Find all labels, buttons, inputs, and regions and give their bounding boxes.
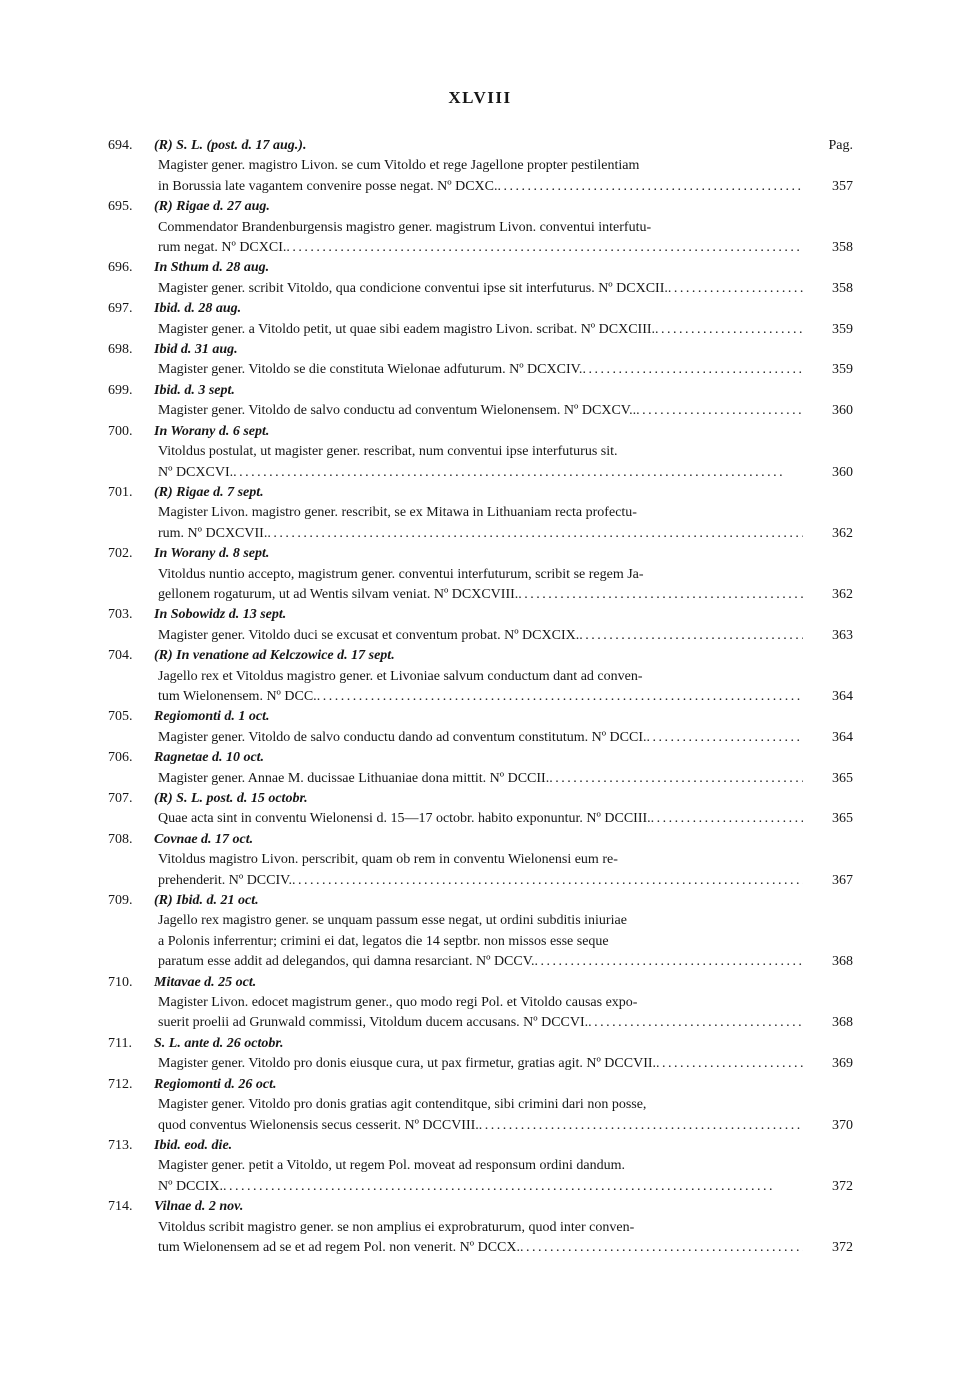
entry-description-line: Magister gener. Vitoldo pro donis eiusque cura, ut pax firmetur, gratias agit. Nº DCCVII. . . . — [158, 1054, 803, 1074]
entry-description-line: Quae acta sint in conventu Wielonensi d. 15—17 octobr. habito exponuntur. Nº DCCIII. . . . — [158, 809, 803, 829]
entry-description-line: Magister gener. Vitoldo de salvo conductu ad conventum Wielonensem. Nº DCXCV.. . . . — [158, 401, 803, 421]
entry-page-number: 363 — [832, 627, 853, 643]
entry-header — [108, 1136, 853, 1156]
entry-page-number: 368 — [832, 954, 853, 970]
entry-number: 697. — [108, 301, 133, 317]
page-column-label: Pag. — [828, 138, 853, 153]
entry-header — [108, 258, 853, 278]
entry-description-line: Magister Livon. edocet magistrum gener., quo modo regi Pol. et Vitoldo causas expo- — [158, 995, 638, 1011]
entry-number: 695. — [108, 199, 133, 215]
entry-description — [108, 809, 853, 829]
entry-item — [108, 646, 853, 707]
entry-page-number: 362 — [832, 525, 853, 541]
entry-header — [108, 1197, 853, 1217]
entry-description-line: Vitoldus postulat, ut magister gener. rescribat, num conventui ipse interfuturus sit. — [158, 444, 618, 460]
entry-description — [108, 320, 853, 340]
entry-header — [108, 340, 853, 360]
entry-description-line: Jagello rex et Vitoldus magistro gener. et Livoniae salvum conductum dant ad conven- — [158, 668, 643, 684]
entry-page-number: 369 — [832, 1056, 853, 1072]
entry-place-date: In Worany d. 8 sept. — [154, 546, 270, 562]
entry-description-line: gellonem rogaturum, ut ad Wentis silvam veniat. Nº DCXCVIII. . . . — [158, 585, 803, 605]
entry-item — [108, 422, 853, 483]
entry-description — [108, 850, 853, 891]
entry-place-date: In Worany d. 6 sept. — [154, 423, 270, 439]
entry-header — [108, 891, 853, 911]
entry-place-date: (R) Rigae d. 7 sept. — [154, 484, 264, 500]
entry-description-line: Commendator Brandenburgensis magistro gener. magistrum Livon. conventui interfutu- — [158, 219, 652, 235]
entry-header — [108, 789, 853, 809]
entry-header — [108, 197, 853, 217]
entry-description-line: quod conventus Wielonensis secus cesserit. Nº DCCVIII. . . . — [158, 1116, 803, 1136]
entry-description — [108, 360, 853, 380]
entry-place-date: (R) S. L. (post. d. 17 aug.). — [154, 138, 307, 153]
entry-description-line: Magister gener. magistro Livon. se cum Vitoldo et rege Jagellone propter pestilentiam — [158, 158, 640, 174]
entry-description-line: in Borussia late vagantem convenire posse negat. Nº DCXC. . . . — [158, 177, 803, 197]
entry-description-line: Nº DCCIX. . . . — [158, 1177, 803, 1197]
entry-place-date: Covnae d. 17 oct. — [154, 831, 254, 847]
entry-description — [108, 1218, 853, 1259]
entry-place-date: Ibid. eod. die. — [154, 1137, 233, 1153]
entry-description-line: paratum esse addit ad delegandos, qui damna resarciant. Nº DCCV. . . . — [158, 952, 803, 972]
entry-place-date: S. L. ante d. 26 octobr. — [154, 1035, 284, 1051]
entry-description-line: tum Wielonensem. Nº DCC. . . . — [158, 687, 803, 707]
entry-header — [108, 422, 853, 442]
entry-description — [108, 401, 853, 421]
entry-place-date: Ibid. d. 28 aug. — [154, 301, 242, 317]
entry-page-number: 368 — [832, 1015, 853, 1031]
entry-number: 698. — [108, 342, 133, 358]
entry-item — [108, 1197, 853, 1258]
entry-item — [108, 830, 853, 891]
entry-description — [108, 442, 853, 483]
entry-description-line: a Polonis inferrentur; crimini ei dat, legatos die 14 septbr. non missos esse seque — [158, 933, 609, 949]
entry-header — [108, 973, 853, 993]
entry-description-line: Magister gener. Vitoldo pro donis gratias agit contenditque, sibi crimini dari non posse, — [158, 1097, 647, 1113]
entry-description-line: Jagello rex magistro gener. se unquam passum esse negat, ut ordini subditis iniuriae — [158, 913, 627, 929]
entry-description — [108, 1054, 853, 1074]
entry-page-number: 359 — [832, 321, 853, 337]
entry-number: 714. — [108, 1199, 133, 1215]
entry-description-line: Magister gener. Vitoldo se die constituta Wielonae adfuturum. Nº DCXCIV. . . . — [158, 360, 803, 380]
entry-place-date: Ibid d. 31 aug. — [154, 342, 238, 358]
entry-number: 707. — [108, 791, 133, 806]
entry-description — [108, 911, 853, 972]
entry-header — [108, 381, 853, 401]
entry-item — [108, 1136, 853, 1197]
entry-place-date: Mitavae d. 25 oct. — [154, 974, 257, 990]
entry-header — [108, 830, 853, 850]
entry-description-line: Magister Livon. magistro gener. rescribit, se ex Mitawa in Lithuaniam recta profectu- — [158, 505, 637, 521]
entry-number: 704. — [108, 648, 133, 664]
entry-number: 703. — [108, 607, 133, 623]
entry-page-number: 362 — [832, 586, 853, 602]
entry-page-number: 372 — [832, 1178, 853, 1194]
entry-header — [108, 646, 853, 666]
entry-description-line: Vitoldus scribit magistro gener. se non amplius ei exprobraturum, quod inter conven- — [158, 1219, 635, 1235]
entry-place-date: (R) S. L. post. d. 15 octobr. — [154, 791, 308, 806]
entry-item — [108, 1075, 853, 1136]
entry-number: 696. — [108, 260, 133, 276]
entry-description-line: Magister gener. Annae M. ducissae Lithuaniae dona mittit. Nº DCCII. . . . — [158, 769, 803, 789]
entry-page-number: 365 — [832, 770, 853, 786]
entry-page-number: 360 — [832, 464, 853, 480]
entry-item — [108, 299, 853, 340]
entry-page-number: 359 — [832, 362, 853, 378]
entry-item — [108, 136, 853, 197]
entry-item — [108, 748, 853, 789]
entry-item — [108, 258, 853, 299]
entry-description — [108, 565, 853, 606]
entry-place-date: Ibid. d. 3 sept. — [154, 382, 235, 398]
entry-place-date: Ragnetae d. 10 oct. — [154, 750, 265, 766]
entry-number: 708. — [108, 831, 133, 847]
entry-description — [108, 218, 853, 259]
entry-place-date: Vilnae d. 2 nov. — [154, 1199, 244, 1215]
entry-description — [108, 769, 853, 789]
entry-description — [108, 156, 853, 197]
entry-item — [108, 544, 853, 605]
entry-item — [108, 197, 853, 258]
entry-header — [108, 1075, 853, 1095]
entry-number: 705. — [108, 709, 133, 725]
entry-page-number: 357 — [832, 178, 853, 194]
page-heading: XLVIII — [448, 88, 512, 107]
entry-description-line: Magister gener. scribit Vitoldo, qua condicione conventui ipse sit interfuturus. Nº DCXCII. . . . — [158, 279, 803, 299]
entry-list — [108, 136, 853, 1258]
entry-header — [108, 748, 853, 768]
entry-number: 706. — [108, 750, 133, 766]
entry-header — [108, 483, 853, 503]
entry-description — [108, 503, 853, 544]
entry-place-date: In Sthum d. 28 aug. — [154, 260, 270, 276]
entry-description-line: suerit proelii ad Grunwald commissi, Vitoldum ducem accusans. Nº DCCVI. . . . — [158, 1013, 803, 1033]
entry-description-line: Nº DCXCVI. . . . — [158, 463, 803, 483]
entry-page-number: 358 — [832, 240, 853, 256]
entry-header — [108, 605, 853, 625]
entry-description-line: prehenderit. Nº DCCIV. . . . — [158, 871, 803, 891]
entry-number: 701. — [108, 484, 133, 500]
entry-description-line: Magister gener. Vitoldo de salvo conductu dando ad conventum constitutum. Nº DCCI. . . . — [158, 728, 803, 748]
entry-description — [108, 1095, 853, 1136]
entry-place-date: Regiomonti d. 1 oct. — [154, 709, 270, 725]
entry-page-number: 364 — [832, 688, 853, 704]
entry-description — [108, 667, 853, 708]
entry-place-date: (R) Rigae d. 27 aug. — [154, 199, 270, 215]
entry-number: 702. — [108, 546, 133, 562]
entry-place-date: In Sobowidz d. 13 sept. — [154, 607, 287, 623]
entry-page-number: 365 — [832, 811, 853, 827]
entry-item — [108, 1034, 853, 1075]
entry-number: 713. — [108, 1137, 133, 1153]
entry-header — [108, 299, 853, 319]
entry-description-line: Magister gener. a Vitoldo petit, ut quae sibi eadem magistro Livon. scribat. Nº DCXCIII. . . . — [158, 320, 803, 340]
entry-header — [108, 136, 853, 156]
entry-description — [108, 993, 853, 1034]
entry-number: 711. — [108, 1035, 132, 1051]
entry-item — [108, 973, 853, 1034]
entry-number: 709. — [108, 893, 133, 909]
entry-number: 694. — [108, 138, 133, 153]
entry-item — [108, 340, 853, 381]
entry-header — [108, 707, 853, 727]
entry-number: 700. — [108, 423, 133, 439]
entry-item — [108, 891, 853, 973]
entry-number: 712. — [108, 1076, 133, 1092]
entry-description-line: Magister gener. Vitoldo duci se excusat et conventum probat. Nº DCXCIX. . . . — [158, 626, 803, 646]
entry-page-number: 364 — [832, 729, 853, 745]
entry-place-date: (R) Ibid. d. 21 oct. — [154, 893, 259, 909]
entry-page-number: 367 — [832, 872, 853, 888]
entry-item — [108, 789, 853, 830]
entry-item — [108, 707, 853, 748]
entry-description-line: Vitoldus magistro Livon. perscribit, quam ob rem in conventu Wielonensi eum re- — [158, 852, 618, 868]
entry-page-number: 358 — [832, 280, 853, 296]
entry-description-line: rum. Nº DCXCVII. . . . — [158, 524, 803, 544]
entry-place-date: Regiomonti d. 26 oct. — [154, 1076, 277, 1092]
entry-header — [108, 1034, 853, 1054]
entry-description — [108, 1156, 853, 1197]
entry-description-line: Vitoldus nuntio accepto, magistrum gener. conventui interfuturum, scribit se regem Ja- — [158, 566, 644, 582]
entry-page-number: 370 — [832, 1117, 853, 1133]
entry-item — [108, 605, 853, 646]
entry-description-line: Magister gener. petit a Vitoldo, ut regem Pol. moveat ad responsum ordini dandum. — [158, 1158, 626, 1174]
entry-description-line: tum Wielonensem ad se et ad regem Pol. non venerit. Nº DCCX. . . . — [158, 1238, 803, 1258]
entry-description — [108, 728, 853, 748]
entry-header — [108, 544, 853, 564]
entry-number: 710. — [108, 974, 133, 990]
entry-description-line: rum negat. Nº DCXCI. . . . — [158, 238, 803, 258]
entry-number: 699. — [108, 382, 133, 398]
entry-description — [108, 279, 853, 299]
entry-description — [108, 626, 853, 646]
entry-page-number: 360 — [832, 403, 853, 419]
entry-item — [108, 381, 853, 422]
entry-place-date: (R) In venatione ad Kelczowice d. 17 sept. — [154, 648, 395, 664]
entry-page-number: 372 — [832, 1239, 853, 1255]
entry-item — [108, 483, 853, 544]
